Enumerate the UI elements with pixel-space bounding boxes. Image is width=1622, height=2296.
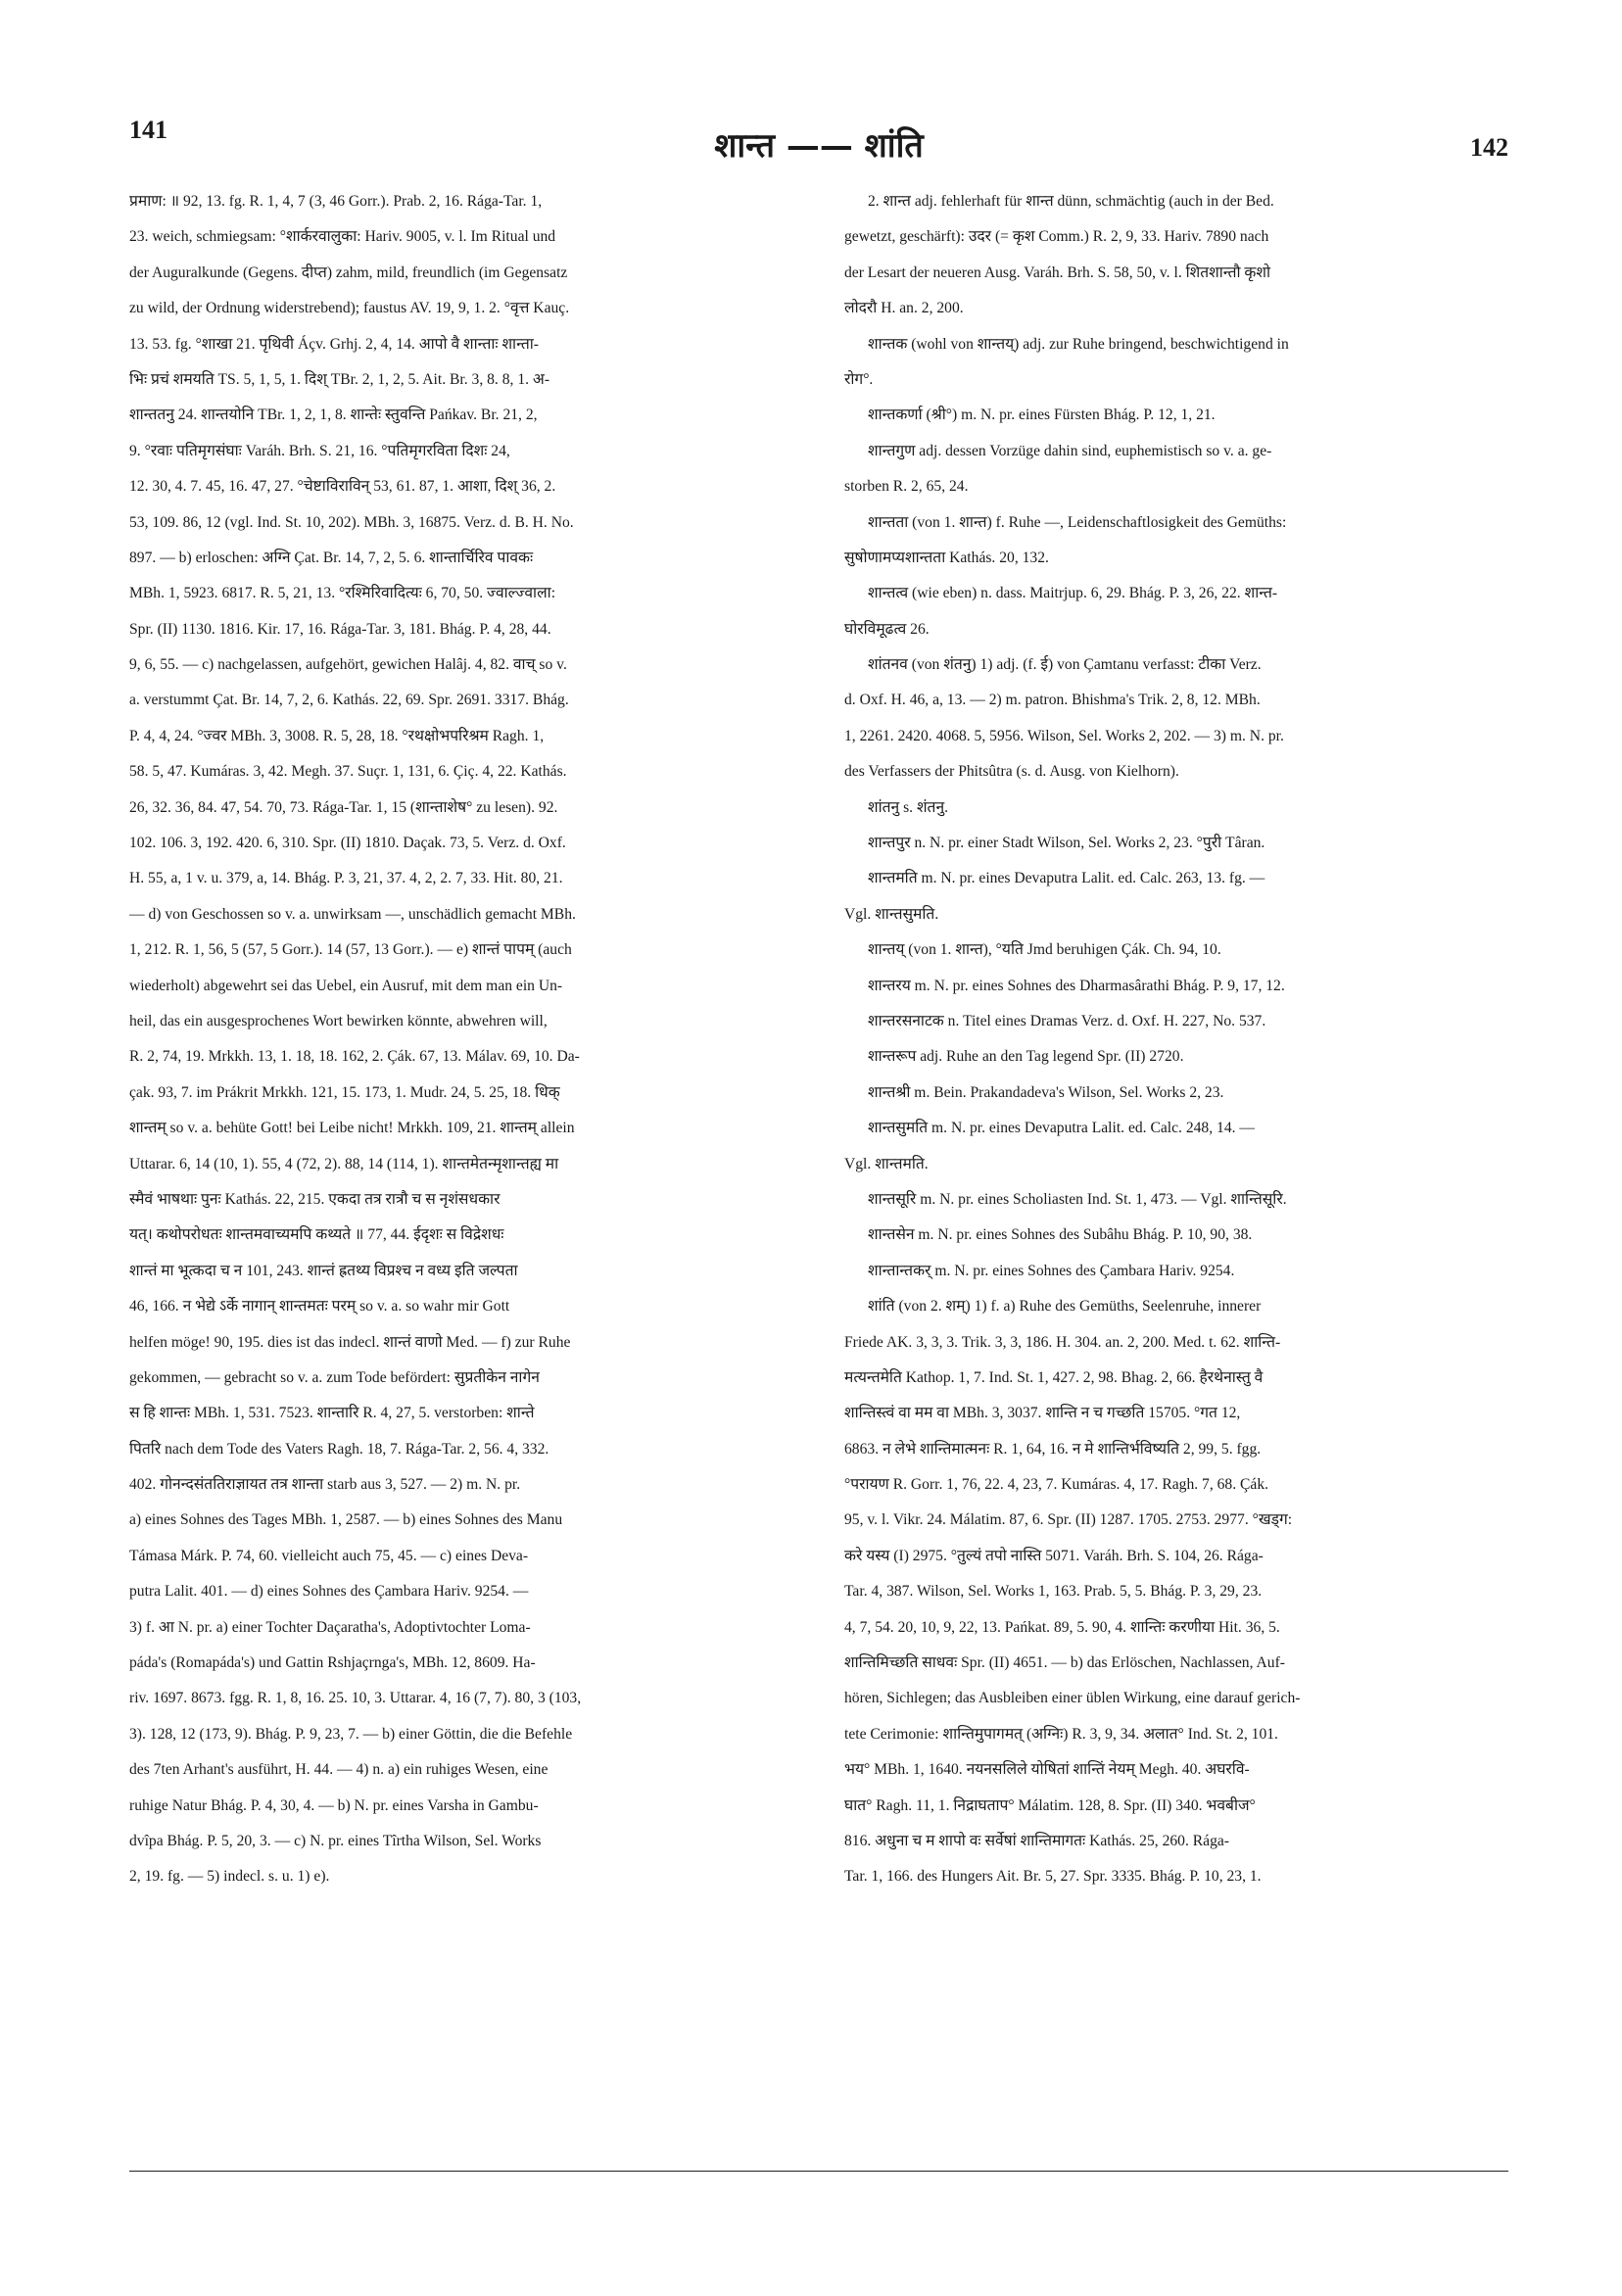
text-line: 3) f. आ N. pr. a) einer Tochter Daçaratha's, Adoptivtochter Loma- xyxy=(129,1618,531,1636)
text-line: Támasa Márk. P. 74, 60. vielleicht auch 75, 45. — c) eines Deva- xyxy=(129,1547,529,1564)
text-line: शान्तं मा भूत्कदा च न 101, 243. शान्तं ह्रतथ्य विप्रश्च न वध्य इति जल्पता xyxy=(129,1262,518,1279)
text-line: शान्तता (von 1. शान्त) f. Ruhe —, Leidenschaftlosigkeit des Gemüths: xyxy=(868,513,1287,531)
text-line: पितरि nach dem Tode des Vaters Ragh. 18, 7. Rága-Tar. 2, 56. 4, 332. xyxy=(129,1440,549,1458)
text-line: रोग°. xyxy=(844,370,874,388)
text-line: शान्तरय m. N. pr. eines Sohnes des Dharmasârathi Bhág. P. 9, 17, 12. xyxy=(868,977,1285,994)
text-line: शान्तिस्त्वं वा मम वा MBh. 3, 3037. शान्ति न च गच्छति 15705. °गत 12, xyxy=(844,1405,1241,1422)
text-line: hören, Sichlegen; das Ausbleiben einer üblen Wirkung, eine darauf gerich- xyxy=(844,1690,1301,1707)
text-line: 4, 7, 54. 20, 10, 9, 22, 13. Pańkat. 89, 5. 90, 4. शान्तिः करणीया Hit. 36, 5. xyxy=(844,1618,1280,1636)
text-line: °परायण R. Gorr. 1, 76, 22. 4, 23, 7. Kumáras. 4, 17. Ragh. 7, 68. Çák. xyxy=(844,1476,1269,1494)
text-line: करे यस्य (I) 2975. °तुल्यं तपो नास्ति 5071. Varáh. Brh. S. 104, 26. Rága- xyxy=(844,1547,1264,1564)
text-line: 102. 106. 3, 192. 420. 6, 310. Spr. (II) 1810. Daçak. 73, 5. Verz. d. Oxf. xyxy=(129,835,566,852)
text-line: P. 4, 4, 24. °ज्वर MBh. 3, 3008. R. 5, 28, 18. °रथक्षोभपरिश्रम Ragh. 1, xyxy=(129,727,545,744)
page-number-left: 141 xyxy=(129,116,167,144)
text-line: प्रमाण: ॥ 92, 13. fg. R. 1, 4, 7 (3, 46 Gorr.). Prab. 2, 16. Rága-Tar. 1, xyxy=(129,193,543,210)
text-line: wiederholt) abgewehrt sei das Uebel, ein Ausruf, mit dem man ein Un- xyxy=(129,977,563,994)
text-line: यत्। कथोपरोधतः शान्तमवाच्यमपि कथ्यते ॥ 77, 44. ईदृशः स विद्रेशधः xyxy=(129,1226,504,1244)
text-line: der Auguralkunde (Gegens. दीप्त) zahm, mild, freundlich (im Gegensatz xyxy=(129,263,568,281)
text-line: des Verfassers der Phitsûtra (s. d. Ausg. von Kielhorn). xyxy=(844,763,1179,781)
text-line: 23. weich, schmiegsam: °शार्करवालुका: Hariv. 9005, v. l. Im Ritual und xyxy=(129,228,556,246)
text-line: लोदरौ H. an. 2, 200. xyxy=(844,300,964,317)
text-line: Vgl. शान्तसुमति. xyxy=(844,905,939,923)
text-line: भय° MBh. 1, 1640. नयनसलिले योषितां शान्तिं नेयम् Megh. 40. अघरवि- xyxy=(844,1761,1250,1779)
text-line: — d) von Geschossen so v. a. unwirksam —, unschädlich gemacht MBh. xyxy=(129,905,576,923)
text-line: putra Lalit. 401. — d) eines Sohnes des Çambara Hariv. 9254. — xyxy=(129,1583,529,1601)
text-line: Tar. 1, 166. des Hungers Ait. Br. 5, 27. Spr. 3335. Bhág. P. 10, 23, 1. xyxy=(844,1868,1262,1886)
text-line: शान्तत्व (wie eben) n. dass. Maitrjup. 6, 29. Bhág. P. 3, 26, 22. शान्त- xyxy=(868,585,1278,602)
text-line: 2. शान्त adj. fehlerhaft für शान्त dünn, schmächtig (auch in der Bed. xyxy=(868,193,1274,210)
text-line: R. 2, 74, 19. Mrkkh. 13, 1. 18, 18. 162, 2. Çák. 67, 13. Málav. 69, 10. Da- xyxy=(129,1048,580,1066)
left-column xyxy=(129,184,815,1895)
text-line: शान्तिमिच्छति साधवः Spr. (II) 4651. — b) das Erlöschen, Nachlassen, Auf- xyxy=(844,1654,1285,1672)
text-line: gekommen, — gebracht so v. a. zum Tode befördert: सुप्रतीकेन नागेन xyxy=(129,1368,540,1386)
text-line: मत्यन्तमेति Kathop. 1, 7. Ind. St. 1, 427. 2, 98. Bhag. 2, 66. हैरथेनास्तु वै xyxy=(844,1368,1264,1386)
text-line: शान्तगुण adj. dessen Vorzüge dahin sind, euphemistisch so v. a. ge- xyxy=(868,442,1272,459)
right-column xyxy=(844,184,1520,1895)
footer-rule xyxy=(129,2171,1508,2172)
text-line: der Lesart der neueren Ausg. Varáh. Brh. S. 58, 50, v. l. शितशान्तौ कृशो xyxy=(844,263,1271,281)
text-line: dvîpa Bhág. P. 5, 20, 3. — c) N. pr. eines Tîrtha Wilson, Sel. Works xyxy=(129,1832,542,1849)
text-line: घोरविमूढत्व 26. xyxy=(844,620,930,638)
text-line: Spr. (II) 1130. 1816. Kir. 17, 16. Rága-Tar. 3, 181. Bhág. P. 4, 28, 44. xyxy=(129,620,551,638)
text-line: शान्तरूप adj. Ruhe an den Tag legend Spr. (II) 2720. xyxy=(868,1048,1184,1066)
text-line: d. Oxf. H. 46, a, 13. — 2) m. patron. Bhishma's Trik. 2, 8, 12. MBh. xyxy=(844,692,1261,709)
text-line: a) eines Sohnes des Tages MBh. 1, 2587. — b) eines Sohnes des Manu xyxy=(129,1511,563,1529)
text-line: 12. 30, 4. 7. 45, 16. 47, 27. °चेष्टाविराविन् 53, 61. 87, 1. आशा, दिश् 36, 2. xyxy=(129,478,556,496)
text-line: 3). 128, 12 (173, 9). Bhág. P. 9, 23, 7. — b) einer Göttin, die die Befehle xyxy=(129,1725,573,1743)
text-line: शान्तक (wohl von शान्तय्) adj. zur Ruhe bringend, beschwichtigend in xyxy=(868,335,1289,353)
text-line: सुषोणामप्यशान्तता Kathás. 20, 132. xyxy=(844,549,1049,566)
text-line: H. 55, a, 1 v. u. 379, a, 14. Bhág. P. 3, 21, 37. 4, 2, 2. 7, 33. Hit. 80, 21. xyxy=(129,870,563,887)
text-line: 6863. न लेभे शान्तिमात्मनः R. 1, 64, 16. न मे शान्तिर्भविष्यति 2, 99, 5. fgg. xyxy=(844,1440,1262,1458)
text-line: शान्तसुमति m. N. pr. eines Devaputra Lalit. ed. Calc. 248, 14. — xyxy=(868,1120,1256,1137)
text-line: 9. °रवाः पतिमृगसंघाः Varáh. Brh. S. 21, 16. °पतिमृगरविता दिशः 24, xyxy=(129,442,510,459)
text-line: 897. — b) erloschen: अग्नि Çat. Br. 14, 7, 2, 5. 6. शान्तार्चिरिव पावकः xyxy=(129,549,534,566)
text-line: 402. गोनन्दसंततिराज्ञायत तत्र शान्ता starb aus 3, 527. — 2) m. N. pr. xyxy=(129,1476,521,1494)
text-line: helfen möge! 90, 195. dies ist das indecl. शान्तं वाणो Med. — f) zur Ruhe xyxy=(129,1333,571,1351)
text-line: 95, v. l. Vikr. 24. Málatim. 87, 6. Spr. (II) 1287. 1705. 2753. 2977. °खड्ग: xyxy=(844,1511,1293,1529)
text-line: शान्तसूरि m. N. pr. eines Scholiasten Ind. St. 1, 473. — Vgl. शान्तिसूरि. xyxy=(868,1190,1287,1208)
text-line: शान्ततनु 24. शान्तयोनि TBr. 1, 2, 1, 8. शान्तेः स्तुवन्ति Pańkav. Br. 21, 2, xyxy=(129,407,538,424)
text-line: gewetzt, geschärft): उदर (= कृश Comm.) R. 2, 9, 33. Hariv. 7890 nach xyxy=(844,228,1269,246)
text-line: 46, 166. न भेद्ये ऽर्के नागान् शान्तमतः परम् so v. a. so wahr mir Gott xyxy=(129,1298,510,1315)
text-line: 26, 32. 36, 84. 47, 54. 70, 73. Rága-Tar. 1, 15 (शान्ताशेष° zu lesen). 92. xyxy=(129,798,558,816)
text-line: heil, das ein ausgesprochenes Wort bewirken könnte, abwehren will, xyxy=(129,1012,548,1029)
text-line: Uttarar. 6, 14 (10, 1). 55, 4 (72, 2). 88, 14 (114, 1). शान्तमेतन्मृशान्तह्य मा xyxy=(129,1155,559,1172)
text-line: शान्तरसनाटक n. Titel eines Dramas Verz. d. Oxf. H. 227, No. 537. xyxy=(868,1012,1266,1029)
text-line: 1, 2261. 2420. 4068. 5, 5956. Wilson, Sel. Works 2, 202. — 3) m. N. pr. xyxy=(844,727,1284,744)
text-line: Friede AK. 3, 3, 3. Trik. 3, 3, 186. H. 304. an. 2, 200. Med. t. 62. शान्ति- xyxy=(844,1333,1281,1351)
running-head: शान्त —— शांति xyxy=(714,126,924,166)
text-line: MBh. 1, 5923. 6817. R. 5, 21, 13. °रश्मिरिवादित्यः 6, 70, 50. ज्वाल्ज्वाला: xyxy=(129,585,556,602)
page-number-right: 142 xyxy=(1470,133,1508,162)
text-line: शान्तान्तकर् m. N. pr. eines Sohnes des Çambara Hariv. 9254. xyxy=(868,1262,1235,1279)
text-line: घात° Ragh. 11, 1. निद्राघताप° Málatim. 128, 8. Spr. (II) 340. भवबीज° xyxy=(844,1796,1256,1814)
text-line: शान्तय् (von 1. शान्त), °यति Jmd beruhigen Çák. Ch. 94, 10. xyxy=(868,941,1221,959)
text-line: शांतनु s. शंतनु. xyxy=(868,798,948,816)
text-line: 13. 53. fg. °शाखा 21. पृथिवी Áçv. Grhj. 2, 4, 14. आपो वै शान्ताः शान्ता- xyxy=(129,335,540,353)
text-line: des 7ten Arhant's ausführt, H. 44. — 4) n. a) ein ruhiges Wesen, eine xyxy=(129,1761,549,1779)
text-line: 816. अधुना च म शापो वः सर्वेषां शान्तिमागतः Kathás. 25, 260. Rága- xyxy=(844,1832,1229,1849)
text-line: ruhige Natur Bhág. P. 4, 30, 4. — b) N. pr. eines Varsha in Gambu- xyxy=(129,1796,539,1814)
text-line: शान्तम् so v. a. behüte Gott! bei Leibe nicht! Mrkkh. 109, 21. शान्तम् allein xyxy=(129,1120,575,1137)
text-line: शान्तपुर n. N. pr. einer Stadt Wilson, Sel. Works 2, 23. °पुरी Târan. xyxy=(868,835,1265,852)
text-line: शांतनव (von शंतनु) 1) adj. (f. ई) von Çamtanu verfasst: टीका Verz. xyxy=(868,656,1262,674)
text-line: भिः प्रचं शमयति TS. 5, 1, 5, 1. दिश् TBr. 2, 1, 2, 5. Ait. Br. 3, 8. 8, 1. अ- xyxy=(129,370,550,388)
text-line: çak. 93, 7. im Prákrit Mrkkh. 121, 15. 173, 1. Mudr. 24, 5. 25, 18. धिक् xyxy=(129,1083,560,1101)
text-line: 2, 19. fg. — 5) indecl. s. u. 1) e). xyxy=(129,1868,330,1886)
text-line: a. verstummt Çat. Br. 14, 7, 2, 6. Kathás. 22, 69. Spr. 2691. 3317. Bhág. xyxy=(129,692,569,709)
text-line: 9, 6, 55. — c) nachgelassen, aufgehört, gewichen Halâj. 4, 82. वाच् so v. xyxy=(129,656,567,674)
text-line: zu wild, der Ordnung widerstrebend); faustus AV. 19, 9, 1. 2. °वृत्त Kauç. xyxy=(129,300,570,317)
text-line: tete Cerimonie: शान्तिमुपागमत् (अग्निः) R. 3, 9, 34. अलात° Ind. St. 2, 101. xyxy=(844,1725,1278,1743)
text-line: Vgl. शान्तमति. xyxy=(844,1155,929,1172)
text-line: 58. 5, 47. Kumáras. 3, 42. Megh. 37. Suçr. 1, 131, 6. Çiç. 4, 22. Kathás. xyxy=(129,763,567,781)
text-line: शान्तसेन m. N. pr. eines Sohnes des Subâhu Bhág. P. 10, 90, 38. xyxy=(868,1226,1253,1244)
text-line: 53, 109. 86, 12 (vgl. Ind. St. 10, 202). MBh. 3, 16875. Verz. d. B. H. No. xyxy=(129,513,574,531)
text-line: शान्तश्री m. Bein. Prakandadeva's Wilson, Sel. Works 2, 23. xyxy=(868,1083,1224,1101)
text-line: storben R. 2, 65, 24. xyxy=(844,478,969,496)
text-line: शान्तकर्णा (श्री°) m. N. pr. eines Fürsten Bhág. P. 12, 1, 21. xyxy=(868,407,1216,424)
page-header xyxy=(129,116,1508,167)
text-line: riv. 1697. 8673. fgg. R. 1, 8, 16. 25. 10, 3. Uttarar. 4, 16 (7, 7). 80, 3 (103, xyxy=(129,1690,582,1707)
text-line: शांति (von 2. शम्) 1) f. a) Ruhe des Gemüths, Seelenruhe, innerer xyxy=(868,1298,1262,1315)
text-line: 1, 212. R. 1, 56, 5 (57, 5 Gorr.). 14 (57, 13 Gorr.). — e) शान्तं पापम् (auch xyxy=(129,941,572,959)
text-line: Tar. 4, 387. Wilson, Sel. Works 1, 163. Prab. 5, 5. Bhág. P. 3, 29, 23. xyxy=(844,1583,1263,1601)
text-line: स्मैवं भाषथाः पुनः Kathás. 22, 215. एकदा तत्र रात्रौ च स नृशंसधकार xyxy=(129,1190,501,1208)
text-line: शान्तमति m. N. pr. eines Devaputra Lalit. ed. Calc. 263, 13. fg. — xyxy=(868,870,1265,887)
text-line: páda's (Romapáda's) und Gattin Rshjaçrnga's, MBh. 12, 8609. Ha- xyxy=(129,1654,536,1672)
text-line: स हि शान्तः MBh. 1, 531. 7523. शान्तारि R. 4, 27, 5. verstorben: शान्ते xyxy=(129,1405,535,1422)
